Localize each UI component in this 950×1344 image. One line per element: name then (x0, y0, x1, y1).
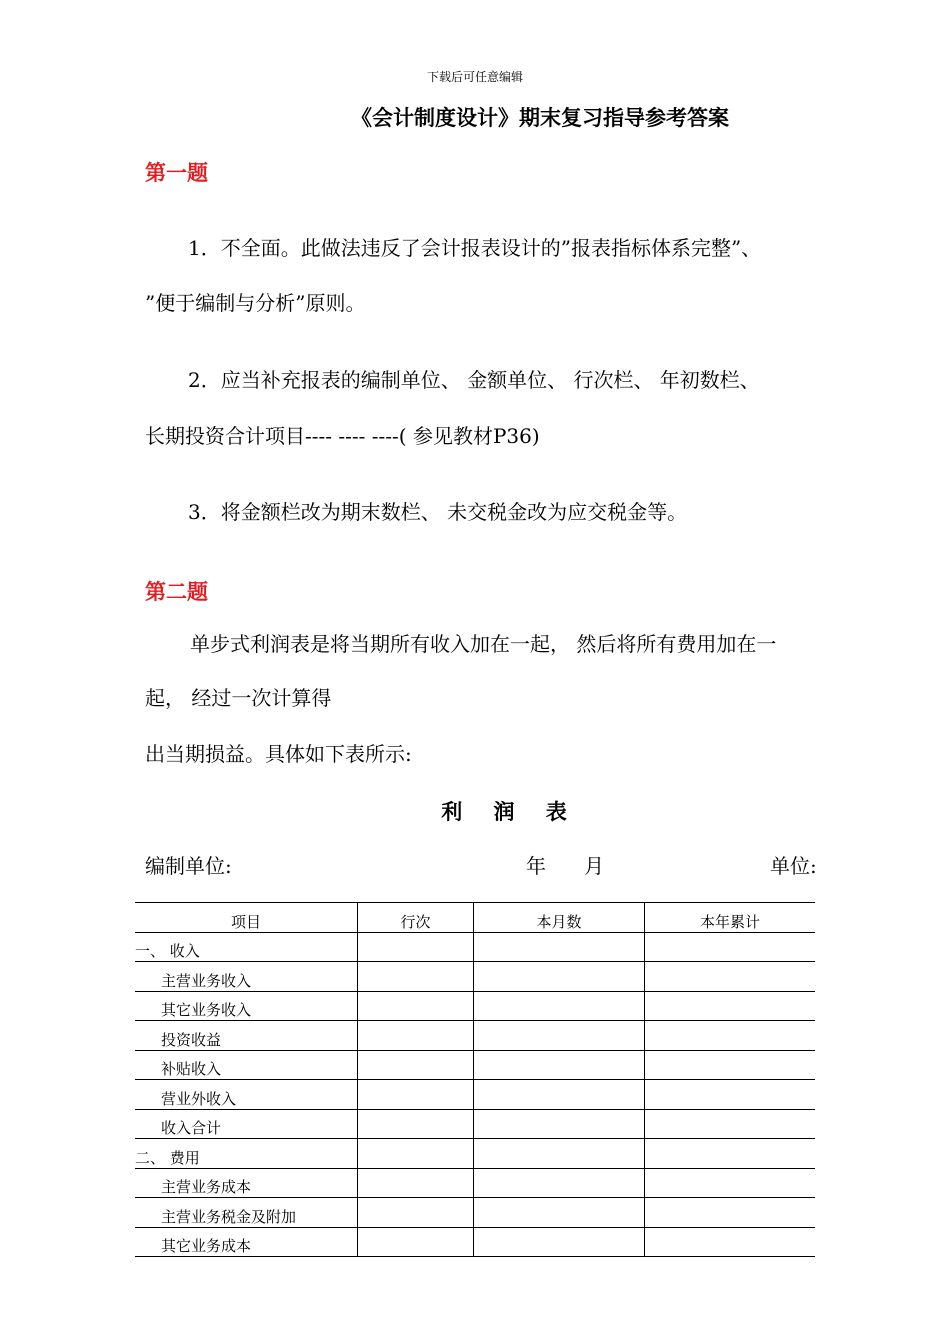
line-number-cell (358, 1139, 474, 1169)
column-header: 本月数 (474, 903, 645, 933)
table-row (135, 932, 815, 962)
table-header-row (135, 903, 815, 933)
current-month-cell (474, 1050, 645, 1080)
section-heading-q2: 第二题 (145, 580, 208, 604)
table-row (135, 991, 815, 1021)
year-to-date-cell (645, 932, 816, 962)
year-to-date-cell (645, 1198, 816, 1228)
table-row (135, 1080, 815, 1110)
row-item-label: 其它业务成本 (135, 1227, 358, 1257)
document-title: 《会计制度设计》期末复习指导参考答案 (351, 106, 729, 130)
year-to-date-cell (645, 1080, 816, 1110)
year-to-date-cell (645, 1168, 816, 1198)
column-header: 行次 (358, 903, 474, 933)
year-to-date-cell (645, 1109, 816, 1139)
q2-text-line2: 起， 经过一次计算得 (145, 686, 332, 710)
q1-answer-2-line2: 长期投资合计项目---- ---- ----( 参见教材P36) (145, 424, 540, 448)
year-to-date-cell (645, 991, 816, 1021)
year-to-date-cell (645, 1050, 816, 1080)
line-number-cell (358, 1050, 474, 1080)
header-note: 下载后可任意编辑 (426, 70, 523, 84)
row-item-label: 主营业务收入 (135, 962, 358, 992)
table-row (135, 1168, 815, 1198)
section-heading-q1: 第一题 (145, 161, 208, 185)
table-title: 利 润 表 (441, 800, 579, 824)
current-month-cell (474, 1080, 645, 1110)
line-number-cell (358, 932, 474, 962)
current-month-cell (474, 932, 645, 962)
row-item-label: 二、 费用 (135, 1139, 358, 1169)
q2-text-line3: 出当期损益。具体如下表所示: (145, 742, 412, 766)
row-item-label: 补贴收入 (135, 1050, 358, 1080)
line-number-cell (358, 1168, 474, 1198)
current-month-cell (474, 991, 645, 1021)
current-month-cell (474, 962, 645, 992)
table-row (135, 1227, 815, 1257)
q1-answer-1-line2: ”便于编制与分析”原则。 (145, 291, 366, 315)
row-item-label: 其它业务收入 (135, 991, 358, 1021)
current-month-cell (474, 1198, 645, 1228)
q1-answer-2-line1: 2．应当补充报表的编制单位、 金额单位、 行次栏、 年初数栏、 (188, 368, 760, 392)
current-month-cell (474, 1109, 645, 1139)
q1-answer-3: 3．将金额栏改为期末数栏、 未交税金改为应交税金等。 (188, 500, 688, 524)
line-number-cell (358, 1021, 474, 1051)
current-month-cell (474, 1227, 645, 1257)
line-number-cell (358, 1198, 474, 1228)
current-month-cell (474, 1021, 645, 1051)
row-item-label: 营业外收入 (135, 1080, 358, 1110)
line-number-cell (358, 962, 474, 992)
line-number-cell (358, 1080, 474, 1110)
table-row (135, 1139, 815, 1169)
current-month-cell (474, 1139, 645, 1169)
table-row (135, 1021, 815, 1051)
q1-answer-1-line1: 1．不全面。此做法违反了会计报表设计的”报表指标体系完整”、 (188, 236, 762, 260)
table-row (135, 1050, 815, 1080)
table-unit-label: 编制单位: (145, 854, 232, 878)
q2-text-line1: 单步式利润表是将当期所有收入加在一起， 然后将所有费用加在一 (190, 632, 777, 656)
row-item-label: 主营业务成本 (135, 1168, 358, 1198)
column-header: 项目 (135, 903, 358, 933)
year-to-date-cell (645, 1021, 816, 1051)
table-date-label: 年 月 (526, 854, 605, 878)
line-number-cell (358, 1227, 474, 1257)
row-item-label: 收入合计 (135, 1109, 358, 1139)
year-to-date-cell (645, 962, 816, 992)
current-month-cell (474, 1168, 645, 1198)
table-row (135, 1109, 815, 1139)
year-to-date-cell (645, 1139, 816, 1169)
column-header: 本年累计 (645, 903, 816, 933)
line-number-cell (358, 1109, 474, 1139)
row-item-label: 主营业务税金及附加 (135, 1198, 358, 1228)
row-item-label: 一、 收入 (135, 932, 358, 962)
table-row (135, 962, 815, 992)
table-money-unit-label: 单位: (770, 854, 817, 878)
line-number-cell (358, 991, 474, 1021)
year-to-date-cell (645, 1227, 816, 1257)
table-row (135, 1198, 815, 1228)
income-statement-table (135, 902, 815, 1257)
row-item-label: 投资收益 (135, 1021, 358, 1051)
